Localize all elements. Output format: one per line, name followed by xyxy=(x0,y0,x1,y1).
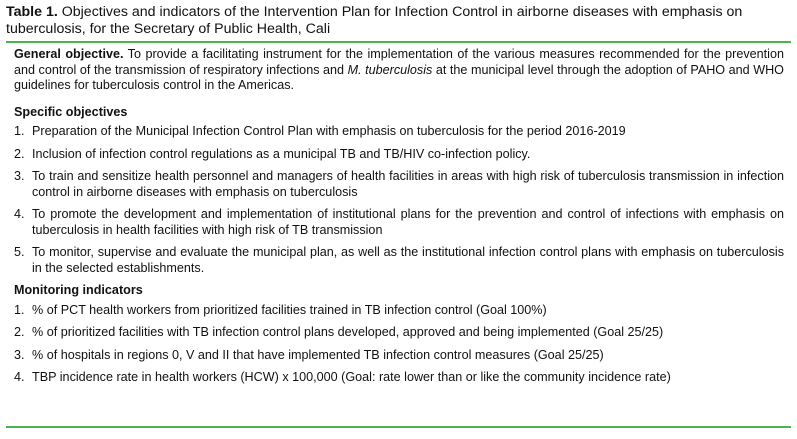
item-number: 4. xyxy=(14,370,25,384)
indicator-4 xyxy=(14,370,784,386)
specific-objective-1 xyxy=(14,124,784,140)
general-objective-text-2: at the municipal level through the adoption of PAHO and WHO guidelines for tuberculosis control in the Americas. xyxy=(14,62,784,92)
item-text: Preparation of the Municipal Infection Control Plan with emphasis on tuberculosis for the period 2016-2019 xyxy=(32,124,626,138)
item-number: 2. xyxy=(14,146,25,161)
caption-text: Objectives and indicators of the Intervention Plan for Infection Control in airborne diseases with emphasis on tuberculosis, for the Secretary of Public Health, Cali xyxy=(6,4,743,37)
table-caption xyxy=(6,4,791,38)
item-text: % of PCT health workers from prioritized facilities trained in TB infection control (Goal 100%) xyxy=(32,302,547,317)
specific-objective-5 xyxy=(14,245,784,276)
item-number: 4. xyxy=(14,207,25,221)
indicator-1 xyxy=(14,303,784,319)
indicator-3 xyxy=(14,348,784,364)
general-objective xyxy=(14,47,784,94)
item-number: 1. xyxy=(14,124,25,138)
item-text: To monitor, supervise and evaluate the municipal plan, as well as the institutional infection control plans with emphasis on tuberculosis in the selected establishments. xyxy=(32,245,784,275)
table-label: Table 1. xyxy=(6,4,58,20)
item-text: To train and sensitize health personnel and managers of health facilities in areas with high risk of tuberculosis transmission in infection control in airborne diseases with emphasis on tuberculosis xyxy=(32,169,784,199)
item-text: % of hospitals in regions 0, V and II that have implemented TB infection control measures (Goal 25/25) xyxy=(32,347,604,362)
specific-objectives-heading: Specific objectives xyxy=(14,104,128,119)
item-number: 2. xyxy=(14,325,25,339)
monitoring-indicators-heading: Monitoring indicators xyxy=(14,283,143,297)
item-number: 3. xyxy=(14,347,25,362)
item-number: 5. xyxy=(14,245,25,259)
general-objective-heading: General objective. xyxy=(14,47,124,61)
item-text: % of prioritized facilities with TB infection control plans developed, approved and being implemented (Goal 25/25) xyxy=(32,325,664,339)
indicator-2 xyxy=(14,325,784,341)
specific-objective-2 xyxy=(14,147,784,163)
item-number: 3. xyxy=(14,169,25,183)
table-frame xyxy=(6,41,791,428)
specific-objective-3 xyxy=(14,169,784,200)
general-objective-text-1: To provide a facilitating instrument for the implementation of the various measures recommended for the prevention and control of the transmission of respiratory infections and xyxy=(14,47,784,77)
item-text: TBP incidence rate in health workers (HCW) x 100,000 (Goal: rate lower than or like the community incidence rate) xyxy=(32,370,671,384)
item-number: 1. xyxy=(14,302,25,317)
item-text: Inclusion of infection control regulations as a municipal TB and TB/HIV co-infection policy. xyxy=(32,146,531,161)
item-text: To promote the development and implementation of institutional plans for the prevention and control of infections with emphasis on tuberculosis in health facilities with high risk of TB transmission xyxy=(32,207,784,237)
general-objective-italic: M. tuberculosis xyxy=(347,62,433,77)
specific-objective-4 xyxy=(14,207,784,238)
table-content xyxy=(14,47,784,386)
